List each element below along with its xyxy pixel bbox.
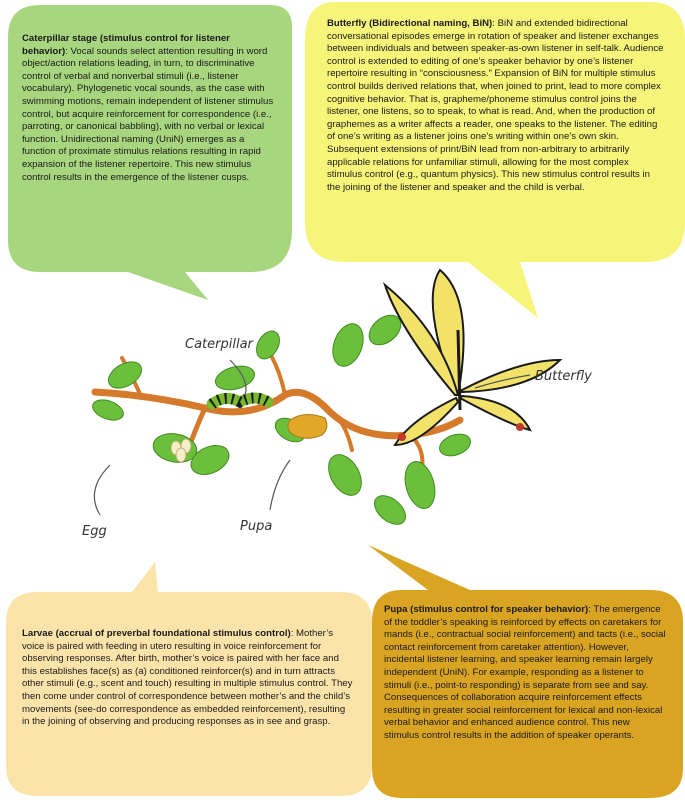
- caterpillar-title: Caterpillar stage (stimulus control for listener behavior): [22, 33, 230, 57]
- egg-label: Egg: [82, 524, 107, 539]
- larvae-text: [22, 628, 355, 729]
- butterfly-label: Butterfly: [535, 369, 592, 384]
- butterfly-text: [327, 18, 665, 194]
- butterfly-title: Butterfly (Bidirectional naming, BiN): [327, 18, 493, 29]
- caterpillar-illustration: [212, 398, 268, 404]
- pupa-illustration: [288, 414, 327, 438]
- pupa-text: [384, 604, 667, 743]
- caterpillar-text: [22, 33, 274, 184]
- pupa-body: : The emergence of the toddler’s speaking is reinforced by effects on caretakers for mands (i.e., contractual social reinforcement) and tacts (i.e., social contact reinforcement from caretaker attention). However, incidental listener learning, and speaker learning remain largely independent (UniN). For example, responding as a listener to stimuli (i.e., point-to responding) is separate from see and say. Consequences of collaboration acquire reinforcement effects resulting in greater social reinforcement for lexical and non-lexical verbal behavior and enhanced audience control. This new stimulus control results in the addition of speaker operants.: [384, 604, 666, 741]
- butterfly-body: : BiN and extended bidirectional conversational episodes emerge in rotation of speaker and listener exchanges between individuals and between speaker-as-own listener in self-talk. Audience control is extended to editing of one’s speaker behavior by one’s listener repertoire resulting in “consciousness.” Expansion of BiN for multiple stimulus control builds derived relations that, when joined to print, lead to more complex cognitive behavior. That is, grapheme/phoneme stimulus control joins the listener, one listens, so to speak, to what is read. And, when the production of graphemes as a writer affects a reader, one speaks to the listener. The editing of one’s writing as a listener joins one’s writing within one’s own skin. Subsequent extensions of print/BiN lead from non-arbitrary to arbitrarily applicable relations for unfamiliar stimuli, allowing for the most complex stimulus control (e.g., quantum physics). This new stimulus control results in the joining of the listener and speaker and the child is verbal.: [327, 18, 664, 193]
- larvae-body: : Mother’s voice is paired with feeding in utero resulting in voice reinforcement for observing responses. After birth, mother’s voice is paired with her face and this establishes face(s) as (a) conditioned reinforcer(s) and in turn attracts other stimuli (e.g., scent and touch) resulting in multiple stimulus control. They then come under control of correspondence between mother’s and the child’s movements (see-do correspondence as embedded reinforcement), resulting in the joining of observing and producing responses as in see and grasp.: [22, 628, 353, 728]
- pupa-title: Pupa (stimulus control for speaker behavior): [384, 604, 589, 615]
- branch-illustration: [95, 350, 460, 470]
- caterpillar-label: Caterpillar: [185, 337, 253, 352]
- larvae-title: Larvae (accrual of preverbal foundational stimulus control): [22, 628, 291, 639]
- caterpillar-body: : Vocal sounds select attention resulting in word object/action relations leading, in turn, to discriminative control of verbal and nonverbal stimuli (i.e., listener vocabulary). Phylogenetic vocal sounds, as the case with swimming motions, remain independent of listener stimulus control, but acquire reinforcement for correspondence (i.e., parroting, or canonical babbling), with no verbal or lexical function. Unidirectional naming (UniN) emerges as a function of proximate stimulus relations resulting in rapid expansion of the listener repertoire. This new stimulus control results in the emergence of the listener cusps.: [22, 45, 274, 183]
- pupa-label: Pupa: [240, 519, 273, 534]
- butterfly-illustration: [385, 270, 560, 445]
